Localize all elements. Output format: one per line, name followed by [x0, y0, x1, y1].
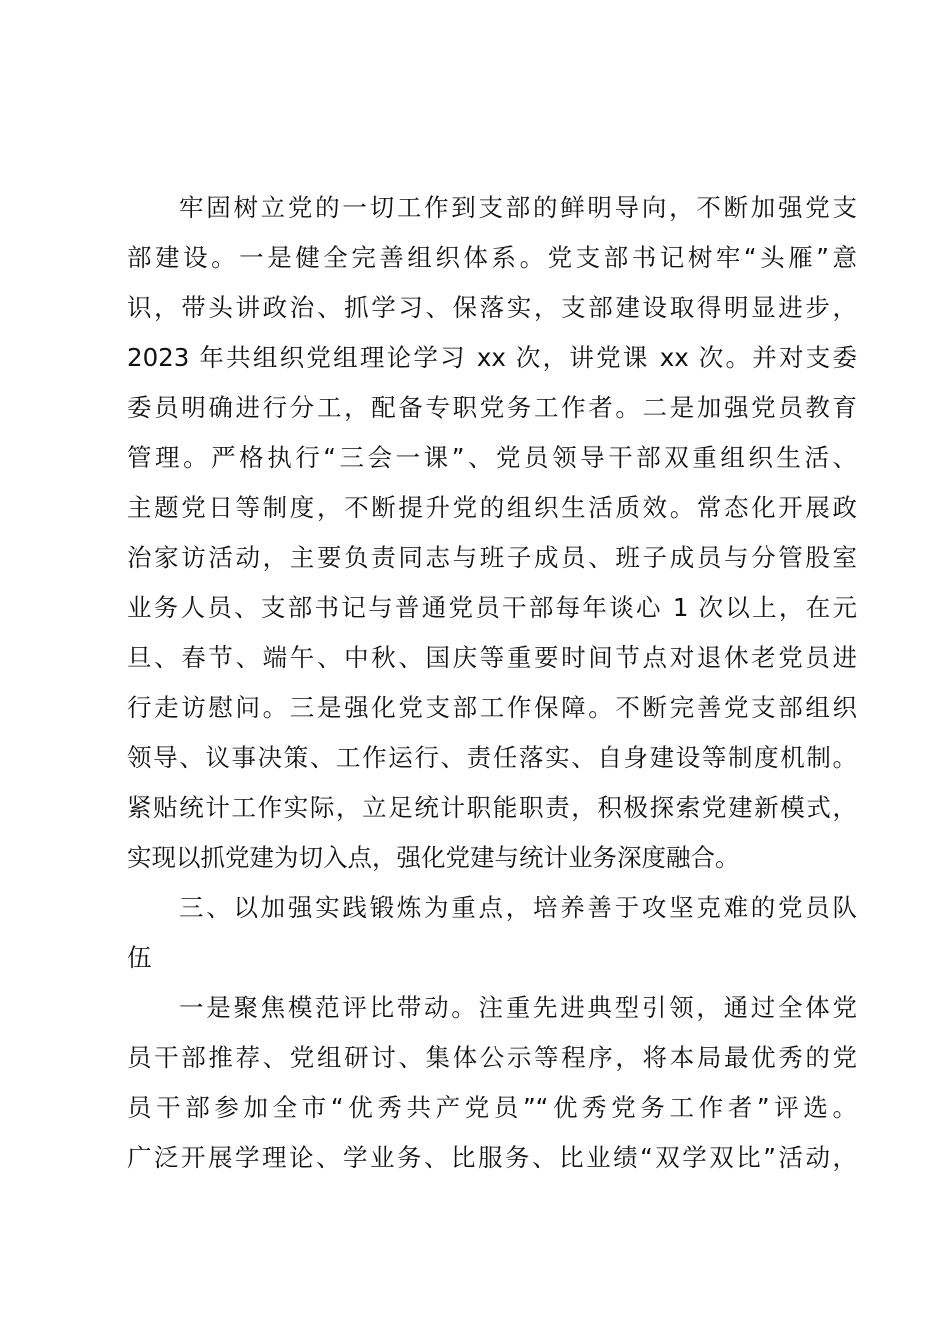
document-body	[127, 183, 857, 1183]
text-line: 广泛开展学理论、学业务、比服务、比业绩“双学双比”活动，	[127, 1143, 857, 1172]
heading-line: 三、以加强实践锻炼为重点，培养善于攻坚克难的党员队	[179, 893, 857, 922]
text-line: 旦、春节、端午、中秋、国庆等重要时间节点对退休老党员进	[127, 643, 857, 672]
text-line: 委员明确进行分工，配备专职党务工作者。二是加强党员教育	[127, 393, 857, 422]
section-heading-3	[127, 883, 857, 983]
text-line: 行走访慰问。三是强化党支部工作保障。不断完善党支部组织	[127, 693, 857, 722]
heading-line: 伍	[127, 943, 152, 972]
text-line: 紧贴统计工作实际，立足统计职能职责，积极探索党建新模式，	[127, 793, 857, 822]
text-line: 管理。严格执行“三会一课”、党员领导干部双重组织生活、	[127, 443, 857, 472]
paragraph-party-branch-building	[127, 183, 857, 883]
text-line: 主题党日等制度，不断提升党的组织生活质效。常态化开展政	[127, 493, 857, 522]
paragraph-model-evaluation	[127, 983, 857, 1183]
text-line: 治家访活动，主要负责同志与班子成员、班子成员与分管股室	[127, 543, 857, 572]
text-line: 牢固树立党的一切工作到支部的鲜明导向，不断加强党支	[179, 193, 857, 222]
text-line: 领导、议事决策、工作运行、责任落实、自身建设等制度机制。	[127, 743, 857, 772]
text-line: 2023 年共组织党组理论学习 xx 次，讲党课 xx 次。并对支委	[127, 343, 857, 372]
text-line: 部建设。一是健全完善组织体系。党支部书记树牢“头雁”意	[127, 243, 857, 272]
text-line: 员干部参加全市“优秀共产党员”“优秀党务工作者”评选。	[127, 1093, 857, 1122]
text-line: 业务人员、支部书记与普通党员干部每年谈心 1 次以上，在元	[127, 593, 857, 622]
text-line: 一是聚焦模范评比带动。注重先进典型引领，通过全体党	[179, 993, 857, 1022]
text-line: 识，带头讲政治、抓学习、保落实，支部建设取得明显进步，	[127, 293, 857, 322]
text-line: 员干部推荐、党组研讨、集体公示等程序，将本局最优秀的党	[127, 1043, 857, 1072]
text-line: 实现以抓党建为切入点，强化党建与统计业务深度融合。	[127, 843, 740, 872]
